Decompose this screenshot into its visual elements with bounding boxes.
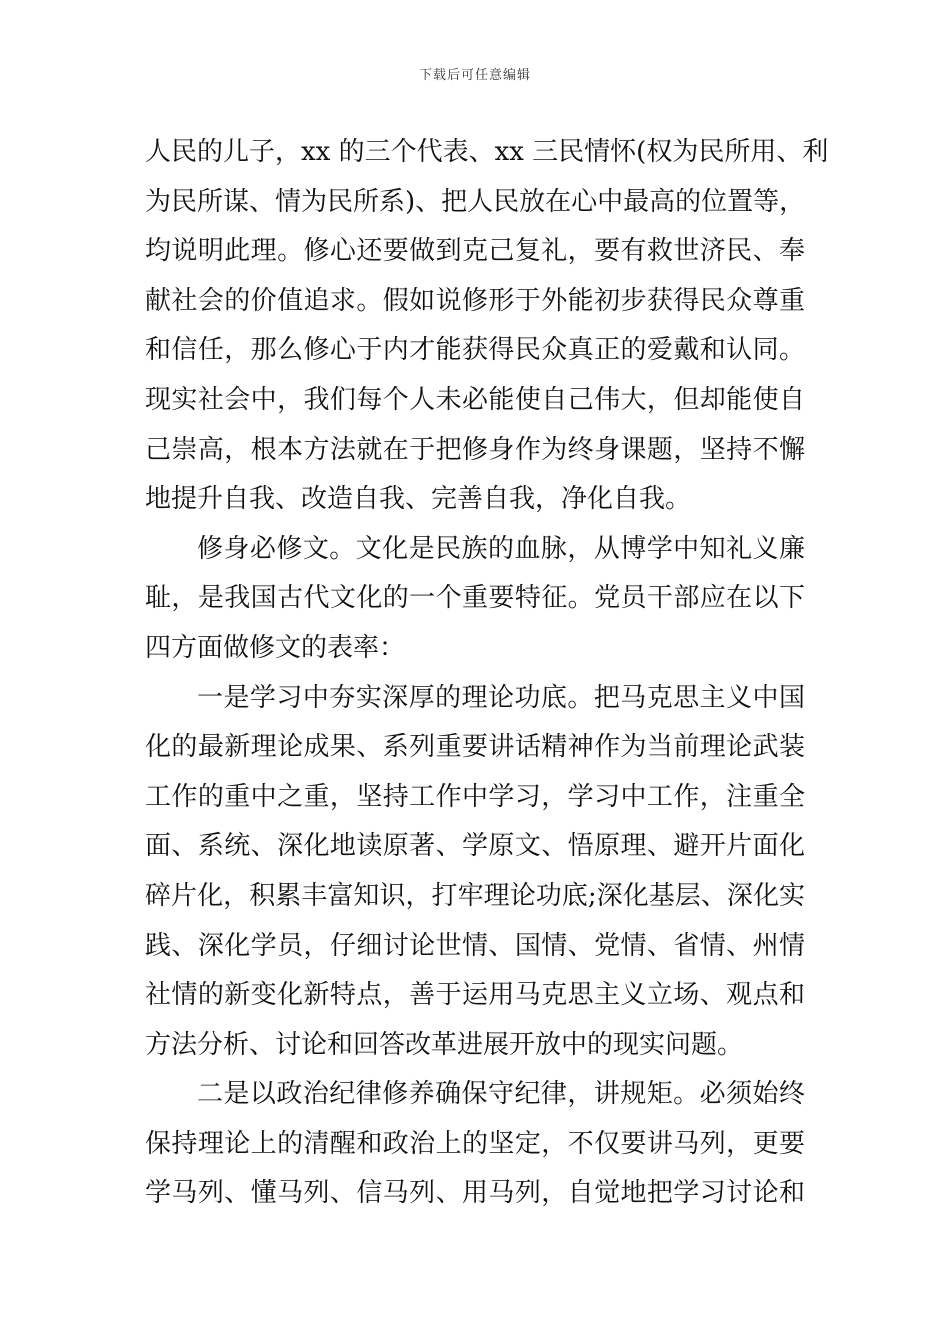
text-line: 面、系统、深化地读原著、学原文、悟原理、避开片面化: [145, 831, 805, 862]
text-line: 学马列、懂马列、信马列、用马列，自觉地把学习讨论和: [145, 1178, 805, 1209]
text-line: 化的最新理论成果、系列重要讲话精神作为当前理论武装: [145, 732, 805, 763]
text-line: 地提升自我、改造自我、完善自我，净化自我。: [145, 484, 692, 515]
text-line: 均说明此理。修心还要做到克己复礼，要有救世济民、奉: [145, 236, 805, 267]
text-line: 四方面做修文的表率：: [145, 632, 406, 663]
text-line: 践、深化学员，仔细讨论世情、国情、党情、省情、州情: [145, 930, 805, 961]
text-line: 献社会的价值追求。假如说修形于外能初步获得民众尊重: [145, 285, 805, 316]
text-line: 己崇高，根本方法就在于把修身作为终身课题，坚持不懈: [145, 434, 805, 465]
text-line: 修身必修文。文化是民族的血脉，从博学中知礼义廉: [197, 533, 805, 564]
text-line: 为民所谋、情为民所系)、把人民放在心中最高的位置等，: [145, 186, 806, 217]
text-line: 耻，是我国古代文化的一个重要特征。党员干部应在以下: [145, 583, 805, 614]
header-note: 下载后可任意编辑: [418, 68, 531, 83]
text-line: 人民的儿子，xx 的三个代表、xx 三民情怀(权为民所用、利: [145, 137, 829, 167]
text-line: 工作的重中之重，坚持工作中学习，学习中工作，注重全: [145, 781, 805, 812]
text-line: 碎片化，积累丰富知识，打牢理论功底;深化基层、深化实: [145, 880, 805, 911]
text-line: 现实社会中，我们每个人未必能使自己伟大，但却能使自: [145, 384, 805, 415]
text-line: 一是学习中夯实深厚的理论功底。把马克思主义中国: [197, 682, 805, 713]
text-line: 社情的新变化新特点，善于运用马克思主义立场、观点和: [145, 980, 805, 1011]
text-line: 方法分析、讨论和回答改革进展开放中的现实问题。: [145, 1029, 744, 1060]
body-text: [145, 128, 829, 1219]
text-line: 和信任，那么修心于内才能获得民众真正的爱戴和认同。: [145, 335, 805, 366]
text-line: 保持理论上的清醒和政治上的坚定，不仅要讲马列，更要: [145, 1128, 805, 1159]
text-line: 二是以政治纪律修养确保守纪律，讲规矩。必须始终: [197, 1079, 805, 1110]
